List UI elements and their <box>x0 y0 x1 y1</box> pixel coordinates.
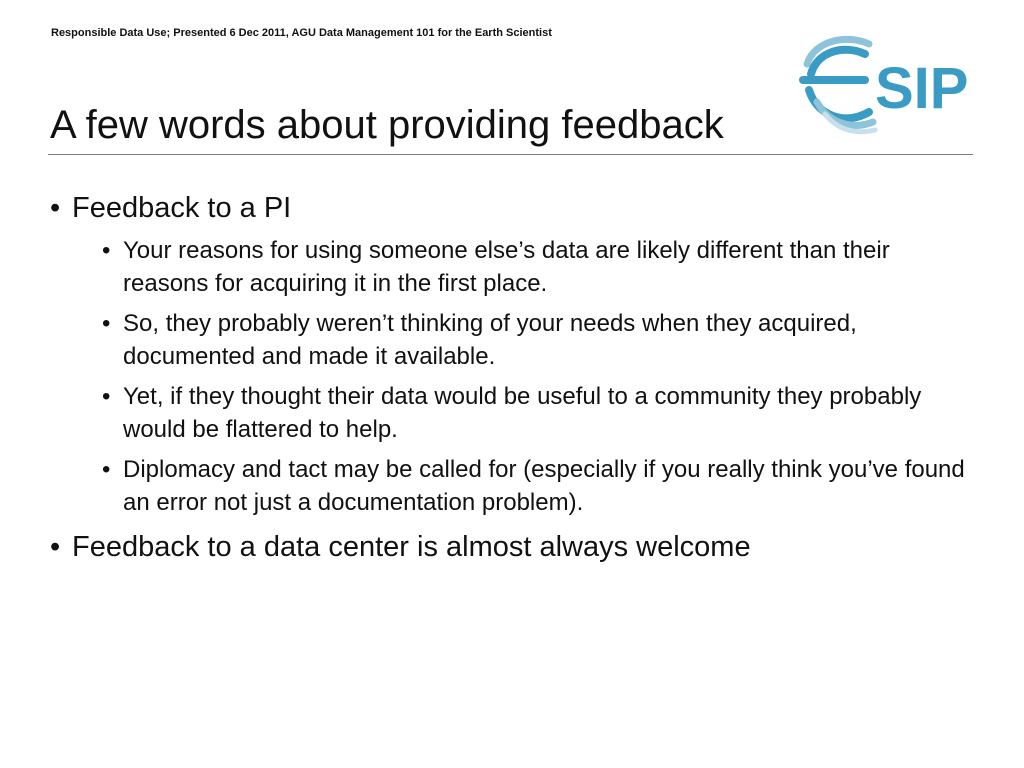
sub-bullet-list <box>72 234 980 519</box>
title-divider <box>48 154 973 155</box>
bullet-glyph: • <box>102 456 111 483</box>
logo-text: SIP <box>875 56 969 121</box>
bullet-glyph: • <box>102 383 111 410</box>
header-note: Responsible Data Use; Presented 6 Dec 2011, AGU Data Management 101 for the Earth Scientist <box>51 27 552 39</box>
bullet-feedback-pi <box>50 188 980 519</box>
slide-title: A few words about providing feedback <box>50 103 724 147</box>
bullet-glyph: • <box>102 310 111 337</box>
sub-bullet-text: Your reasons for using someone else’s data are likely different than their reasons for acquiring it in the first place. <box>123 237 890 297</box>
bullet-glyph: • <box>102 237 111 264</box>
sub-bullet-text: So, they probably weren’t thinking of your needs when they acquired, documented and made it available. <box>123 310 857 370</box>
bullet-list <box>50 188 980 567</box>
bullet-feedback-data-center <box>50 527 980 567</box>
sub-bullet-community <box>102 380 980 446</box>
bullet-glyph: • <box>50 531 61 563</box>
bullet-text: Feedback to a PI <box>72 192 292 224</box>
bullet-glyph: • <box>50 192 61 224</box>
sub-bullet-diplomacy <box>102 453 980 519</box>
sub-bullet-text: Diplomacy and tact may be called for (especially if you really think you’ve found an error not just a documentation problem). <box>123 456 965 516</box>
bullet-text: Feedback to a data center is almost always welcome <box>72 531 751 563</box>
esip-logo-icon <box>795 30 975 142</box>
sub-bullet-text: Yet, if they thought their data would be useful to a community they probably would be flattered to help. <box>123 383 922 443</box>
sub-bullet-reasons <box>102 234 980 300</box>
sub-bullet-needs <box>102 307 980 373</box>
